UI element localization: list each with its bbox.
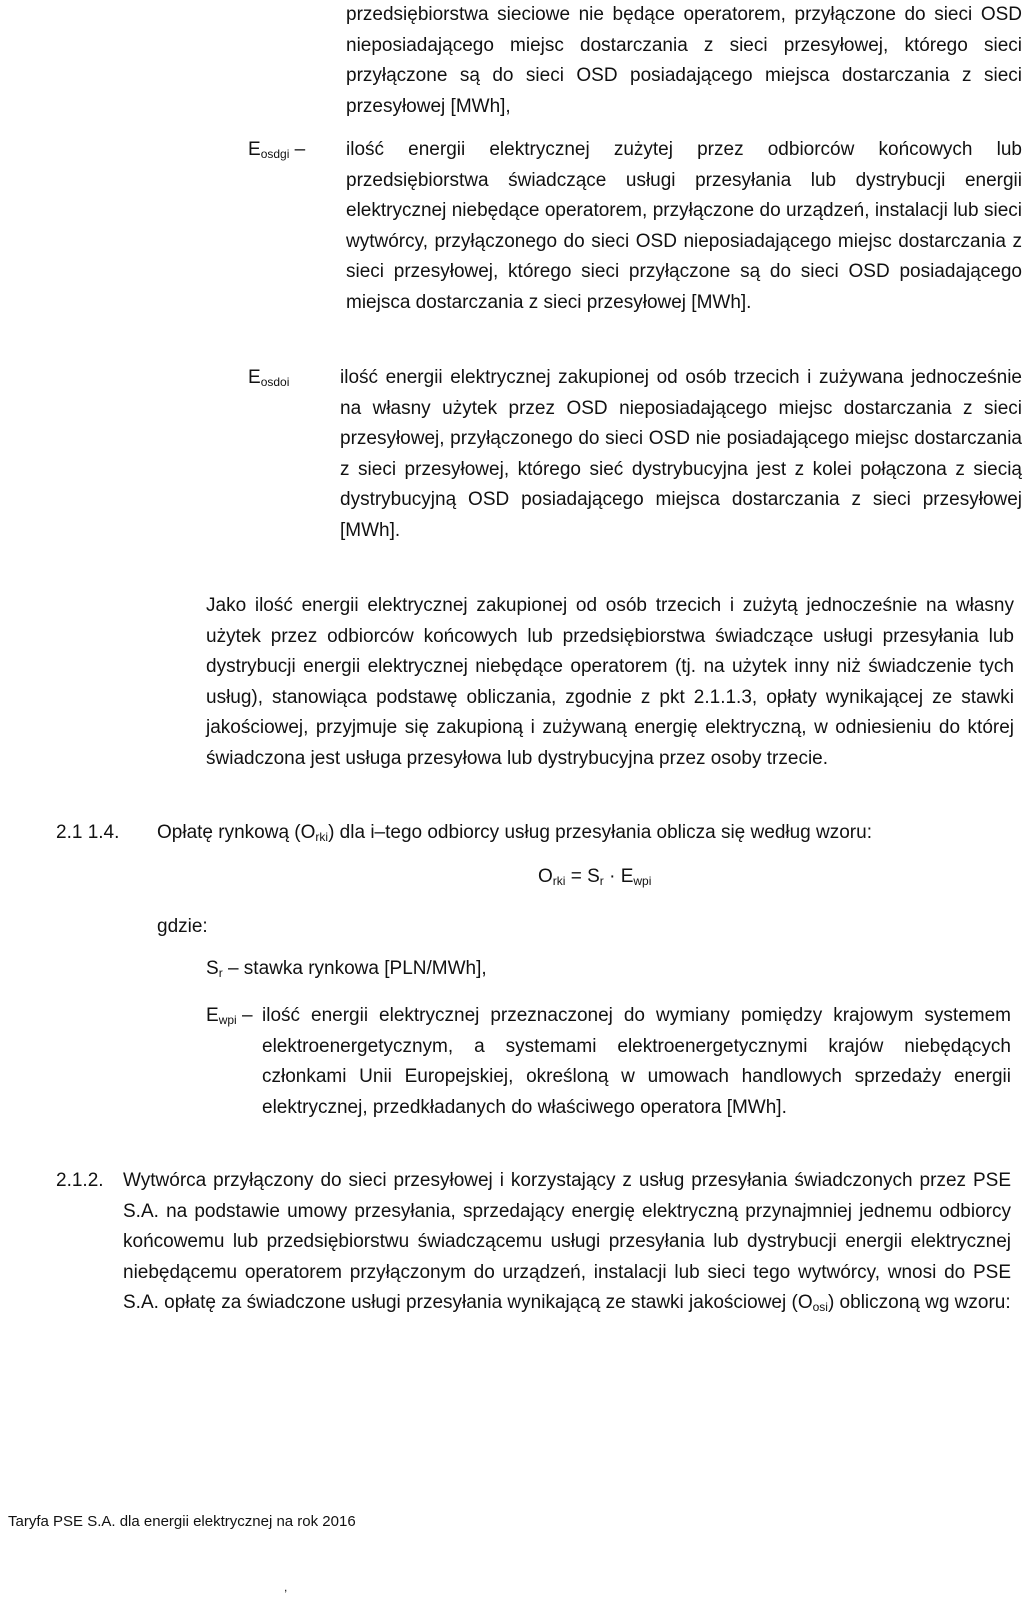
formula-e: E xyxy=(620,866,634,887)
ewpi-dash: – xyxy=(241,1005,253,1026)
formula-dot: · xyxy=(603,866,621,887)
symbol-e-osdgi xyxy=(248,135,305,170)
stray-mark: , xyxy=(284,1580,288,1594)
section-212-main: Wytwórca przyłączony do sieci przesyłowej i korzystający z usług przesyłania świadczonych przez PSE S.A. na podstawie umowy przesyłania, sprzedający energię elektryczną przynajmniej jednemu odbiorcy końcowemu lub przedsiębiorstwu świadczącemu usługi przesyłania lub dystrybucji energii elektrycznej niebędącemu operatorem przyłączonym do urządzeń, instalacji lub sieci tego wytwórcy, wnosi do PSE S.A. opłatę za świadczone usługi przesyłania wynikającą ze stawki jakościowej (O xyxy=(123,1170,1011,1313)
formula-s-sub: r xyxy=(599,874,604,888)
footer-text: Taryfa PSE S.A. dla energii elektrycznej na rok 2016 xyxy=(8,1513,356,1530)
ewpi-sub: wpi xyxy=(218,1013,237,1027)
formula-equals: = xyxy=(565,866,588,887)
formula-lhs-sub: rki xyxy=(552,874,566,888)
symbol-base: E xyxy=(248,139,261,160)
definition-dash: – xyxy=(294,139,306,160)
formula-e-sub: wpi xyxy=(633,874,652,888)
formula-lhs: O xyxy=(538,866,553,887)
heading-text: Opłatę rynkową (O xyxy=(157,822,316,843)
ewpi-definition-text: ilość energii elektrycznej przeznaczonej do wymiany pomiędzy krajowym systemem elektroenergetycznym, a systemami elektroenergetycznymi krajów niebędących członkami Unii Europejskiej, określoną w umowach handlowych sprzedaży energii elektrycznej, przedkładanych do właściwego operatora [MWh]. xyxy=(262,1005,1011,1118)
sr-sub: r xyxy=(218,966,223,980)
section-212-text xyxy=(123,1166,1011,1323)
ewpi-symbol: E xyxy=(206,1005,219,1026)
sr-text: – stawka rynkowa [PLN/MWh], xyxy=(222,958,487,979)
section-212-sub: osi xyxy=(812,1300,828,1314)
heading-sub: rki xyxy=(315,830,329,844)
sr-symbol: S xyxy=(206,958,219,979)
gdzie-label: gdzie: xyxy=(157,916,208,937)
formula-s: S xyxy=(587,866,600,887)
section-212-after: ) obliczoną wg wzoru: xyxy=(827,1292,1011,1313)
section-number-212: 2.1.2. xyxy=(56,1170,104,1191)
section-2114-heading xyxy=(157,818,1023,853)
section-number-2114: 2.1 1.4. xyxy=(56,822,120,843)
symbol-base: E xyxy=(248,367,261,388)
symbol-sub: osdgi xyxy=(260,147,290,161)
jako-paragraph: Jako ilość energii elektrycznej zakupionej od osób trzecich i zużytą jednocześnie na własny użytek przez odbiorców końcowych lub przedsiębiorstwa świadczące usługi przesyłania lub dystrybucji energii elektrycznej niebędące operatorem (tj. na użytek inny niż świadczenie tych usług), stanowiąca podstawę obliczania, zgodnie z pkt 2.1.1.3, opłaty wynikającej ze stawki jakościowej, przyjmuje się zakupioną i zużywaną energię elektryczną, w odniesieniu do której świadczona jest usługa przesyłowa lub dystrybucyjna przez osoby trzecie. xyxy=(206,595,1014,769)
symbol-e-wpi xyxy=(206,1001,253,1036)
formula-orki xyxy=(538,862,651,897)
symbol-e-osdoi xyxy=(248,363,289,398)
definition-osdgi-text: ilość energii elektrycznej zużytej przez odbiorców końcowych lub przedsiębiorstwa świadczące usługi przesyłania lub dystrybucji energii elektrycznej niebędące operatorem, przyłączone do urządzeń, instalacji lub sieci wytwórcy, przyłączonego do sieci OSD nieposiadającego miejsc dostarczania z sieci przesyłowej, którego sieci przyłączone są do sieci OSD posiadającego miejsca dostarczania z sieci przesyłowej [MWh]. xyxy=(346,139,1022,313)
sr-definition xyxy=(206,954,487,989)
heading-text-after: ) dla i–tego odbiorcy usług przesyłania oblicza się według wzoru: xyxy=(328,822,872,843)
symbol-sub: osdoi xyxy=(260,375,290,389)
top-paragraph: przedsiębiorstwa sieciowe nie będące operatorem, przyłączone do sieci OSD nieposiadającego miejsc dostarczania z sieci przesyłowej, którego sieci przyłączone są do sieci OSD posiadającego miejsca dostarczania z sieci przesyłowej [MWh], xyxy=(346,4,1022,117)
definition-osdoi-text: ilość energii elektrycznej zakupionej od osób trzecich i zużywana jednocześnie na własny użytek przez OSD nieposiadającego miejsc dostarczania z sieci przesyłowej, przyłączonego do sieci OSD nie posiadającego miejsc dostarczania z sieci przesyłowej, którego sieć dystrybucyjna jest z kolei połączona z siecią dystrybucyjną OSD posiadającego miejsca dostarczania z sieci przesyłowej [MWh]. xyxy=(340,367,1022,541)
